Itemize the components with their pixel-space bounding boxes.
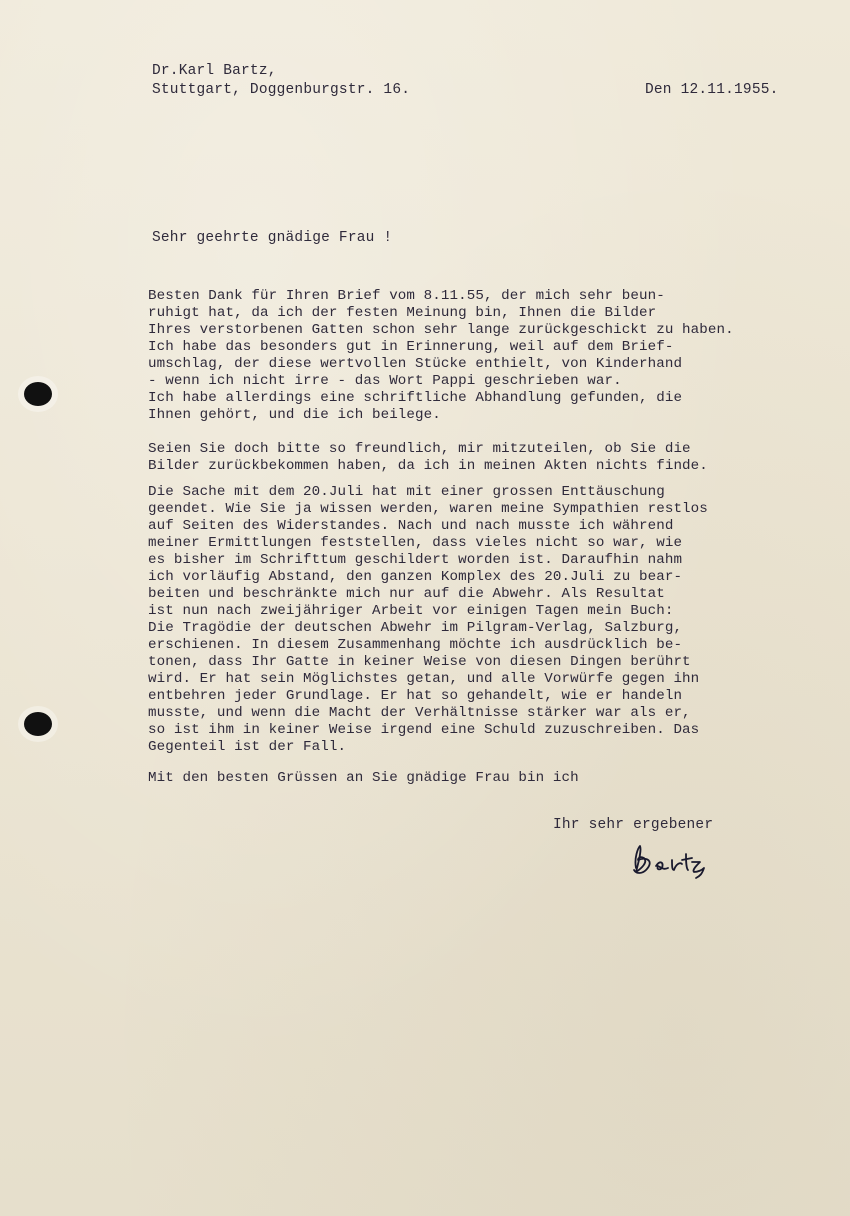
text-line: meiner Ermittlungen feststellen, dass vieles nicht so war, wie (148, 535, 683, 551)
text-line: Bilder zurückbekommen haben, da ich in meinen Akten nichts finde. (148, 458, 708, 474)
text-line: Die Sache mit dem 20.Juli hat mit einer grossen Enttäuschung (148, 484, 665, 500)
text-line: umschlag, der diese wertvollen Stücke enthielt, von Kinderhand (148, 356, 683, 372)
sender-address: Stuttgart, Doggenburgstr. 16. (152, 82, 411, 98)
text-line: Die Tragödie der deutschen Abwehr im Pilgram-Verlag, Salzburg, (148, 620, 683, 636)
text-line: es bisher im Schrifttum geschildert worden ist. Daraufhin nahm (148, 552, 683, 568)
text-line: auf Seiten des Widerstandes. Nach und nach musste ich während (148, 518, 674, 534)
paragraph-4 (148, 770, 848, 787)
paragraph-3 (148, 484, 848, 756)
paragraph-1 (148, 288, 848, 424)
sender-name: Dr.Karl Bartz, (152, 63, 277, 79)
signature-image (626, 838, 716, 888)
text-line: ist nun nach zweijähriger Arbeit vor einigen Tagen mein Buch: (148, 603, 674, 619)
letter-date: Den 12.11.1955. (645, 82, 779, 98)
text-line: ich vorläufig Abstand, den ganzen Komplex des 20.Juli zu bear- (148, 569, 683, 585)
text-line: Mit den besten Grüssen an Sie gnädige Frau bin ich (148, 770, 579, 786)
text-line: Gegenteil ist der Fall. (148, 739, 347, 755)
text-line: beiten und beschränkte mich nur auf die Abwehr. Als Resultat (148, 586, 665, 602)
text-line: Ihnen gehört, und die ich beilege. (148, 407, 441, 423)
salutation: Sehr geehrte gnädige Frau ! (152, 230, 393, 246)
text-line: musste, und wenn die Macht der Verhältnisse stärker war als er, (148, 705, 691, 721)
text-line: Ihres verstorbenen Gatten schon sehr lange zurückgeschickt zu haben. (148, 322, 734, 338)
punch-hole-bottom (24, 712, 52, 736)
text-line: tonen, dass Ihr Gatte in keiner Weise von diesen Dingen berührt (148, 654, 691, 670)
text-line: ruhigt hat, da ich der festen Meinung bin, Ihnen die Bilder (148, 305, 657, 321)
text-line: geendet. Wie Sie ja wissen werden, waren meine Sympathien restlos (148, 501, 708, 517)
text-line: so ist ihm in keiner Weise irgend eine Schuld zuzuschreiben. Das (148, 722, 700, 738)
sender-block (152, 62, 410, 100)
closing: Ihr sehr ergebener (553, 817, 714, 833)
text-line: Seien Sie doch bitte so freundlich, mir mitzuteilen, ob Sie die (148, 441, 691, 457)
paragraph-2 (148, 441, 848, 475)
text-line: wird. Er hat sein Möglichstes getan, und alle Vorwürfe gegen ihn (148, 671, 700, 687)
text-line: Ich habe allerdings eine schriftliche Abhandlung gefunden, die (148, 390, 683, 406)
text-line: entbehren jeder Grundlage. Er hat so gehandelt, wie er handeln (148, 688, 683, 704)
text-line: erschienen. In diesem Zusammenhang möchte ich ausdrücklich be- (148, 637, 683, 653)
punch-hole-top (24, 382, 52, 406)
text-line: - wenn ich nicht irre - das Wort Pappi geschrieben war. (148, 373, 622, 389)
text-line: Besten Dank für Ihren Brief vom 8.11.55, der mich sehr beun- (148, 288, 665, 304)
text-line: Ich habe das besonders gut in Erinnerung, weil auf dem Brief- (148, 339, 674, 355)
